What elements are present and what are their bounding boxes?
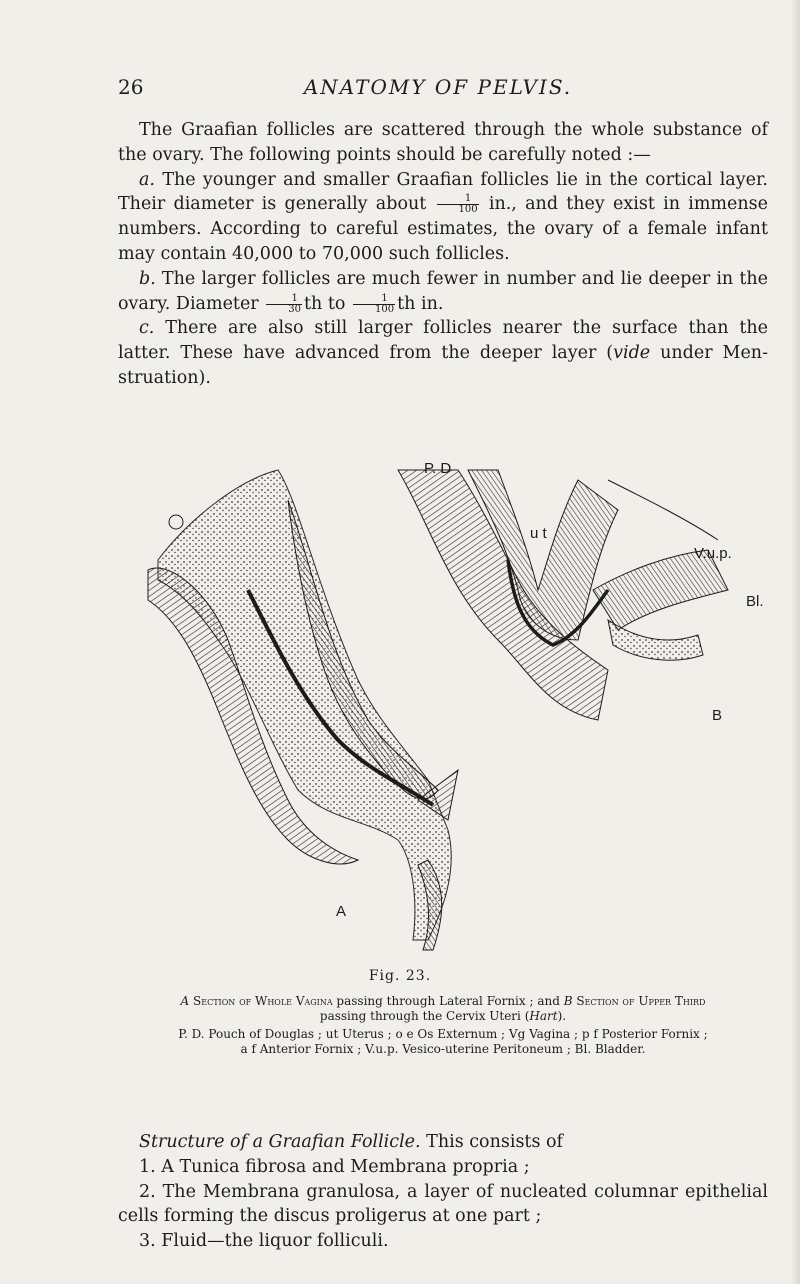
figure-illustration [128, 440, 768, 960]
running-title: ANATOMY OF PELVIS. [303, 75, 573, 99]
fraction-denominator: 100 [458, 204, 478, 216]
paragraph-a-text-2: in., and they exist in immense numbers. According to careful estimates, the ovary of a female infant may contain 40,000 to 70,000 such follicles. [118, 194, 768, 264]
page-header [118, 75, 758, 105]
paragraph-b-text-2: th in. [397, 293, 444, 314]
caption-letter-b: B [563, 994, 573, 1008]
label-bladder: Bl. [746, 593, 764, 610]
caption-letter-a: A [180, 994, 190, 1008]
structure-section [118, 1130, 768, 1254]
label-vesico-uterine: V.u.p. [694, 545, 732, 562]
caption-a-rest: passing through Lateral Fornix ; and [332, 994, 564, 1008]
fraction-denominator: 100 [375, 303, 395, 315]
label-b: b. [139, 268, 156, 289]
label-c: c. [139, 318, 155, 339]
paragraph-a [118, 168, 768, 267]
label-pouch-of-douglas: P. D [424, 460, 452, 477]
structure-item-2: 2. The Membrana granulosa, a layer of nucleated columnar epithelial cells forming the discus proligerus at one part ; [118, 1181, 768, 1227]
anatomical-figure [128, 440, 768, 960]
paragraph-c-text-1: There are also still larger follicles nearer the surface than the latter. These have advanced from the deeper layer ( [118, 318, 768, 364]
paragraph-c-text-2: under Men-struation). [118, 343, 768, 388]
fraction-numerator: 1 [437, 194, 479, 205]
caption-line-2-text: passing through the Cervix Uteri ( [319, 1008, 530, 1023]
label-section-a: A [336, 903, 347, 920]
section-b-outline [608, 480, 718, 540]
figure-caption [118, 994, 768, 1056]
caption-legend-1: P. D. Pouch of Douglas ; ut Uterus ; o e Os Externum ; Vg Vagina ; p f Posterior Fornix ; [178, 1027, 708, 1041]
structure-heading: Structure of a Graafian Follicle. [139, 1132, 421, 1152]
paragraph-b-mid: th to [304, 293, 346, 314]
paragraph-intro: The Graafian follicles are scattered through the whole substance of the ovary. The following points should be carefully noted :— [118, 120, 768, 165]
fraction-one-hundredth-b [353, 294, 395, 315]
fraction-denominator: 30 [288, 303, 301, 315]
section-b-bladder-wall [593, 550, 728, 630]
paragraph-b-text-1: The larger follicles are much fewer in number and lie deeper in the ovary. Diameter [118, 268, 768, 314]
fraction-one-thirtieth [266, 294, 302, 315]
caption-author: Hart [529, 1008, 558, 1023]
label-uterus: u t [530, 525, 547, 542]
page-number: 26 [118, 75, 144, 99]
caption-legend-2: a f Anterior Fornix ; V.u.p. Vesico-uterine Peritoneum ; Bl. Bladder. [240, 1041, 646, 1056]
paragraph-b [118, 267, 768, 317]
structure-heading-line [118, 1130, 768, 1155]
label-section-b: B [712, 707, 723, 724]
section-a-ring [169, 515, 183, 529]
section-a-tissue [158, 470, 451, 940]
fraction-one-hundredth [437, 194, 479, 215]
fraction-numerator: 1 [353, 294, 395, 305]
caption-line-2 [118, 1009, 768, 1024]
section-b-drawing [398, 470, 728, 720]
structure-heading-rest: This consists of [420, 1132, 564, 1152]
caption-line-1 [118, 994, 768, 1009]
caption-section-a: Section of Whole Vagina [193, 994, 333, 1008]
paragraph-c [118, 316, 768, 390]
figure-title: Fig. 23. [368, 968, 432, 984]
page-edge-shadow [790, 0, 800, 1284]
label-a: a. [139, 169, 155, 190]
caption-section-b: Section of Upper Third [572, 994, 706, 1008]
section-a-drawing [148, 470, 458, 950]
caption-line-2-end: ). [557, 1008, 567, 1023]
structure-item-3: 3. Fluid—the liquor folliculi. [139, 1231, 389, 1252]
structure-item-1: 1. A Tunica fibrosa and Membrana propria ; [139, 1156, 530, 1177]
paragraph-a-text-1: The younger and smaller Graafian follicles lie in the cortical layer. Their diameter is generally about [118, 169, 768, 215]
body-text [118, 118, 768, 391]
vide-term: vide [613, 343, 651, 364]
fraction-numerator: 1 [266, 294, 302, 305]
